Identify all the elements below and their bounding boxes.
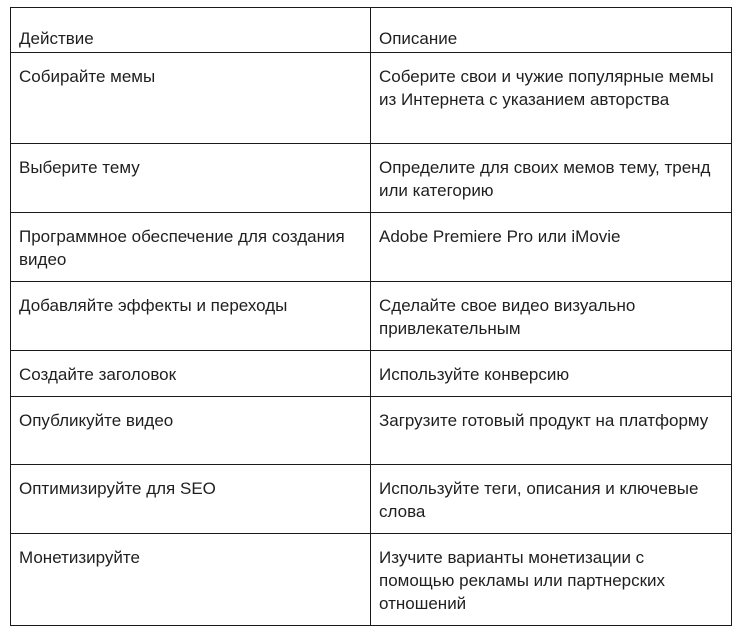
cell-action: Создайте заголовок [11, 351, 371, 397]
actions-table [10, 7, 732, 626]
document-table-container [10, 7, 731, 626]
header-action: Действие [11, 8, 371, 53]
table-row [11, 282, 732, 351]
cell-description: Используйте конверсию [371, 351, 732, 397]
table-row [11, 397, 732, 465]
cell-action: Монетизируйте [11, 534, 371, 626]
table-row [11, 53, 732, 144]
cell-description: Определите для своих мемов тему, тренд или категорию [371, 144, 732, 213]
cell-description: Изучите варианты монетизации с помощью рекламы или партнерских отношений [371, 534, 732, 626]
cell-description: Сделайте свое видео визуально привлекательным [371, 282, 732, 351]
table-row [11, 465, 732, 534]
cell-description: Загрузите готовый продукт на платформу [371, 397, 732, 465]
table-row [11, 534, 732, 626]
table-header-row [11, 8, 732, 53]
cell-action: Программное обеспечение для создания видео [11, 213, 371, 282]
header-description: Описание [371, 8, 732, 53]
cell-action: Добавляйте эффекты и переходы [11, 282, 371, 351]
cell-description: Используйте теги, описания и ключевые слова [371, 465, 732, 534]
cell-action: Оптимизируйте для SEO [11, 465, 371, 534]
cell-action: Собирайте мемы [11, 53, 371, 144]
cell-description: Соберите свои и чужие популярные мемы из Интернета с указанием авторства [371, 53, 732, 144]
cell-action: Выберите тему [11, 144, 371, 213]
table-row [11, 351, 732, 397]
cell-description: Adobe Premiere Pro или iMovie [371, 213, 732, 282]
table-row [11, 213, 732, 282]
cell-action: Опубликуйте видео [11, 397, 371, 465]
table-row [11, 144, 732, 213]
